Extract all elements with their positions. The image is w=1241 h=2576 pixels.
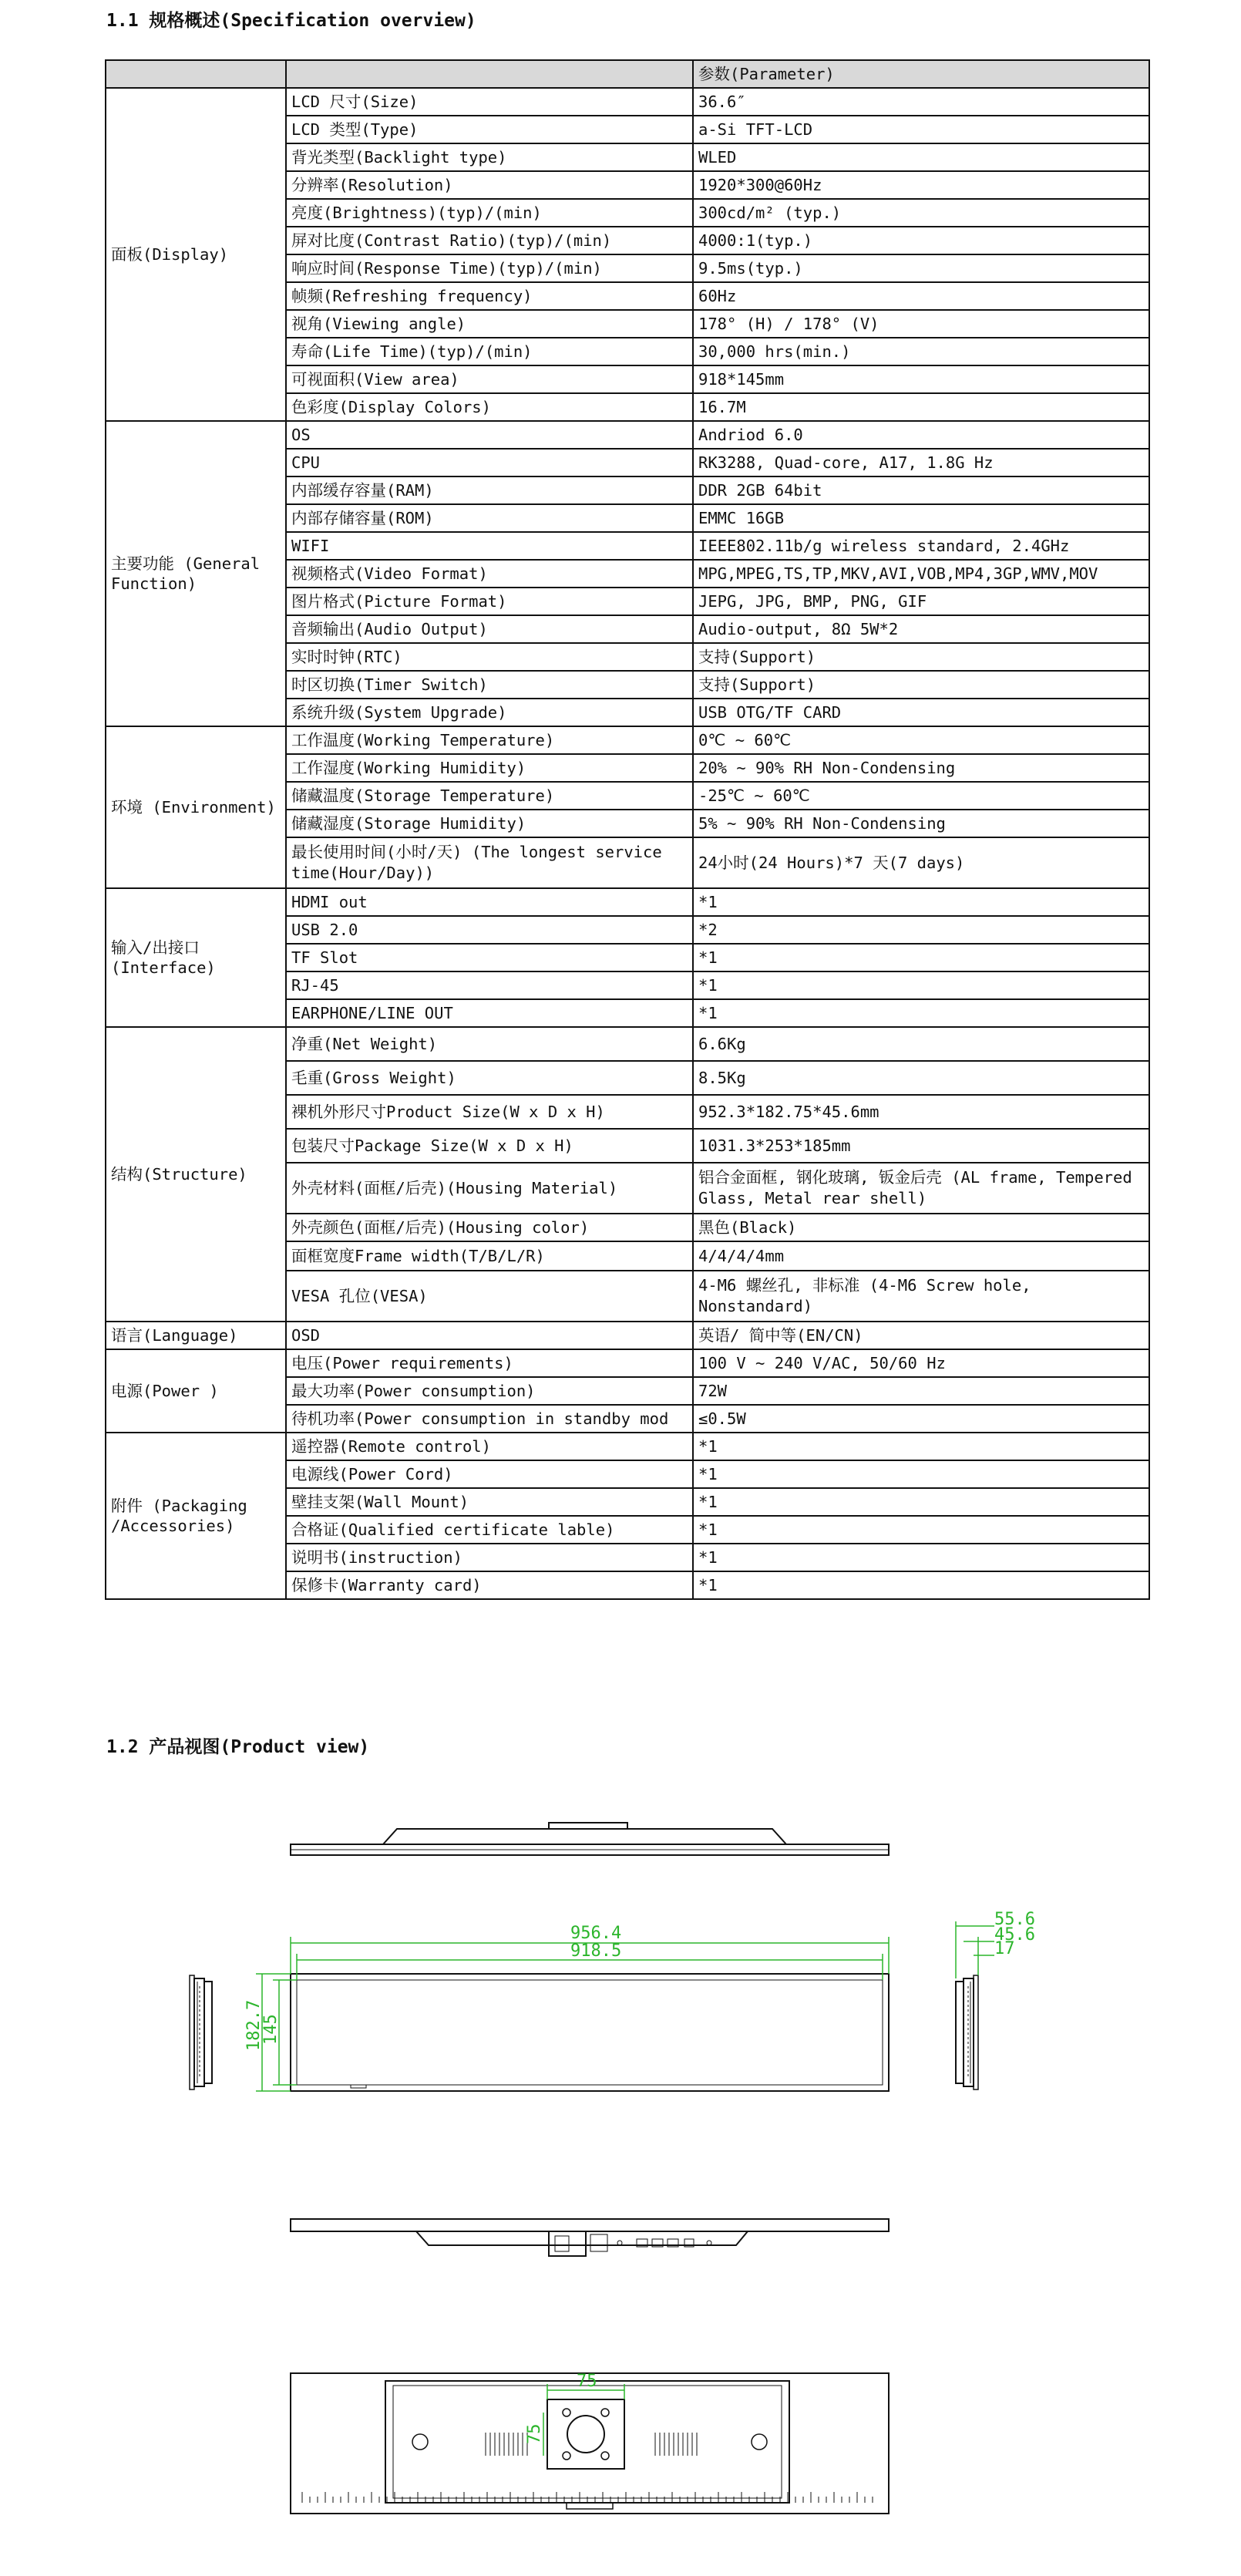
item-cell: WIFI	[286, 532, 693, 560]
item-cell: 壁挂支架(Wall Mount)	[286, 1488, 693, 1516]
item-cell: 可视面积(View area)	[286, 365, 693, 393]
value-cell: 4/4/4/4mm	[693, 1241, 1149, 1271]
item-cell: 最长使用时间(小时/天) (The longest service time(Hour/Day))	[286, 837, 693, 888]
value-cell: *1	[693, 1488, 1149, 1516]
item-cell: 背光类型(Backlight type)	[286, 143, 693, 171]
value-cell: 72W	[693, 1377, 1149, 1405]
table-row	[106, 1027, 1149, 1061]
item-cell: 最大功率(Power consumption)	[286, 1377, 693, 1405]
value-cell: 4000:1(typ.)	[693, 227, 1149, 254]
header-empty-cell	[106, 60, 286, 88]
dim-depth-total-label: 55.6	[994, 1910, 1035, 1929]
specification-table	[105, 59, 1150, 1600]
item-cell: 毛重(Gross Weight)	[286, 1061, 693, 1095]
category-cell: 主要功能 (General Function)	[106, 421, 286, 726]
category-cell: 面板(Display)	[106, 88, 286, 421]
value-cell: 300cd/m² (typ.)	[693, 199, 1149, 227]
dim-depth-body-label: 45.6	[994, 1925, 1035, 1945]
value-cell: 30,000 hrs(min.)	[693, 338, 1149, 365]
item-cell: LCD 类型(Type)	[286, 116, 693, 143]
value-cell: 5% ~ 90% RH Non-Condensing	[693, 810, 1149, 837]
value-cell: DDR 2GB 64bit	[693, 476, 1149, 504]
item-cell: CPU	[286, 449, 693, 476]
value-cell: Audio-output, 8Ω 5W*2	[693, 615, 1149, 643]
value-cell: 英语/ 简中等(EN/CN)	[693, 1322, 1149, 1349]
item-cell: 实时时钟(RTC)	[286, 643, 693, 671]
value-cell: *1	[693, 1571, 1149, 1599]
value-cell: 1920*300@60Hz	[693, 171, 1149, 199]
item-cell: VESA 孔位(VESA)	[286, 1271, 693, 1322]
item-cell: 寿命(Life Time)(typ)/(min)	[286, 338, 693, 365]
item-cell: RJ-45	[286, 971, 693, 999]
item-cell: 保修卡(Warranty card)	[286, 1571, 693, 1599]
item-cell: 图片格式(Picture Format)	[286, 588, 693, 615]
item-cell: HDMI out	[286, 888, 693, 916]
value-cell: EMMC 16GB	[693, 504, 1149, 532]
item-cell: 视频格式(Video Format)	[286, 560, 693, 588]
category-cell: 输入/出接口 (Interface)	[106, 888, 286, 1027]
left-side-view-drawing	[190, 1975, 212, 2089]
item-cell: 视角(Viewing angle)	[286, 310, 693, 338]
value-cell: 0℃ ~ 60℃	[693, 726, 1149, 754]
value-cell: IEEE802.11b/g wireless standard, 2.4GHz	[693, 532, 1149, 560]
table-row	[106, 1322, 1149, 1349]
item-cell: 说明书(instruction)	[286, 1544, 693, 1571]
value-cell: 支持(Support)	[693, 671, 1149, 699]
item-cell: 内部缓存容量(RAM)	[286, 476, 693, 504]
top-view-drawing	[291, 1823, 889, 1855]
item-cell: 响应时间(Response Time)(typ)/(min)	[286, 254, 693, 282]
product-view-drawings	[0, 1758, 1241, 2529]
value-cell: *1	[693, 944, 1149, 971]
item-cell: 电压(Power requirements)	[286, 1349, 693, 1377]
item-cell: 合格证(Qualified certificate lable)	[286, 1516, 693, 1544]
item-cell: 工作湿度(Working Humidity)	[286, 754, 693, 782]
value-cell: MPG,MPEG,TS,TP,MKV,AVI,VOB,MP4,3GP,WMV,MOV	[693, 560, 1149, 588]
item-cell: LCD 尺寸(Size)	[286, 88, 693, 116]
item-cell: OSD	[286, 1322, 693, 1349]
value-cell: ≤0.5W	[693, 1405, 1149, 1433]
item-cell: 净重(Net Weight)	[286, 1027, 693, 1061]
value-cell: 1031.3*253*185mm	[693, 1129, 1149, 1163]
value-cell: 16.7M	[693, 393, 1149, 421]
item-cell: 储藏湿度(Storage Humidity)	[286, 810, 693, 837]
value-cell: 100 V ~ 240 V/AC, 50/60 Hz	[693, 1349, 1149, 1377]
value-cell: 952.3*182.75*45.6mm	[693, 1095, 1149, 1129]
value-cell: 20% ~ 90% RH Non-Condensing	[693, 754, 1149, 782]
item-cell: 屏对比度(Contrast Ratio)(typ)/(min)	[286, 227, 693, 254]
value-cell: *1	[693, 1433, 1149, 1460]
item-cell: 帧频(Refreshing frequency)	[286, 282, 693, 310]
value-cell: 4-M6 螺丝孔, 非标准 (4-M6 Screw hole, Nonstandard)	[693, 1271, 1149, 1322]
dim-total-width-label: 956.4	[570, 1924, 622, 1943]
section-title-specification: 1.1 规格概述(Specification overview)	[106, 11, 476, 31]
value-cell: a-Si TFT-LCD	[693, 116, 1149, 143]
rear-view-drawing	[291, 2373, 889, 2514]
category-cell: 附件 (Packaging /Accessories)	[106, 1433, 286, 1599]
item-cell: 亮度(Brightness)(typ)/(min)	[286, 199, 693, 227]
category-cell: 语言(Language)	[106, 1322, 286, 1349]
item-cell: 内部存储容量(ROM)	[286, 504, 693, 532]
value-cell: 9.5ms(typ.)	[693, 254, 1149, 282]
table-row	[106, 888, 1149, 916]
table-row	[106, 1349, 1149, 1377]
value-cell: *2	[693, 916, 1149, 944]
category-cell: 电源(Power )	[106, 1349, 286, 1433]
item-cell: 音频输出(Audio Output)	[286, 615, 693, 643]
item-cell: 外壳颜色(面框/后壳)(Housing color)	[286, 1214, 693, 1241]
value-cell: 支持(Support)	[693, 643, 1149, 671]
value-cell: -25℃ ~ 60℃	[693, 782, 1149, 810]
dim-vesa-label: 75	[577, 2372, 597, 2391]
bottom-view-drawing	[291, 2219, 889, 2256]
value-cell: 8.5Kg	[693, 1061, 1149, 1095]
item-cell: 工作温度(Working Temperature)	[286, 726, 693, 754]
dim-view-height-label: 145	[261, 2014, 281, 2045]
dim-view-width-label: 918.5	[570, 1941, 622, 1961]
value-cell: RK3288, Quad-core, A17, 1.8G Hz	[693, 449, 1149, 476]
table-header-row	[106, 60, 1149, 88]
value-cell: JEPG, JPG, BMP, PNG, GIF	[693, 588, 1149, 615]
item-cell: 待机功率(Power consumption in standby mod	[286, 1405, 693, 1433]
item-cell: 面框宽度Frame width(T/B/L/R)	[286, 1241, 693, 1271]
table-row	[106, 88, 1149, 116]
item-cell: 裸机外形尺寸Product Size(W x D x H)	[286, 1095, 693, 1129]
value-cell: 铝合金面框, 钢化玻璃, 钣金后壳 (AL frame, Tempered Glass, Metal rear shell)	[693, 1163, 1149, 1214]
table-row	[106, 1433, 1149, 1460]
dim-vesa-vertical-label: 75	[525, 2423, 544, 2444]
item-cell: 分辨率(Resolution)	[286, 171, 693, 199]
table-row	[106, 726, 1149, 754]
value-cell: *1	[693, 999, 1149, 1027]
table-row	[106, 421, 1149, 449]
category-cell: 环境 (Environment)	[106, 726, 286, 888]
dim-total-height-label: 182.7	[244, 1999, 264, 2051]
item-cell: OS	[286, 421, 693, 449]
value-cell: WLED	[693, 143, 1149, 171]
item-cell: TF Slot	[286, 944, 693, 971]
value-cell: *1	[693, 888, 1149, 916]
dim-depth-small-label: 17	[994, 1939, 1015, 1958]
header-empty-cell	[286, 60, 693, 88]
value-cell: 24小时(24 Hours)*7 天(7 days)	[693, 837, 1149, 888]
right-side-view-drawing	[956, 1975, 978, 2089]
value-cell: 918*145mm	[693, 365, 1149, 393]
item-cell: 时区切换(Timer Switch)	[286, 671, 693, 699]
item-cell: USB 2.0	[286, 916, 693, 944]
value-cell: 黑色(Black)	[693, 1214, 1149, 1241]
section-title-product-view: 1.2 产品视图(Product view)	[106, 1737, 370, 1757]
item-cell: 包装尺寸Package Size(W x D x H)	[286, 1129, 693, 1163]
front-view-drawing	[291, 1974, 889, 2091]
header-parameter: 参数(Parameter)	[693, 60, 1149, 88]
item-cell: 系统升级(System Upgrade)	[286, 699, 693, 726]
item-cell: EARPHONE/LINE OUT	[286, 999, 693, 1027]
category-cell: 结构(Structure)	[106, 1027, 286, 1322]
item-cell: 储藏温度(Storage Temperature)	[286, 782, 693, 810]
value-cell: *1	[693, 1460, 1149, 1488]
item-cell: 色彩度(Display Colors)	[286, 393, 693, 421]
value-cell: USB OTG/TF CARD	[693, 699, 1149, 726]
value-cell: 60Hz	[693, 282, 1149, 310]
value-cell: *1	[693, 1516, 1149, 1544]
value-cell: *1	[693, 971, 1149, 999]
value-cell: *1	[693, 1544, 1149, 1571]
value-cell: Andriod 6.0	[693, 421, 1149, 449]
value-cell: 36.6″	[693, 88, 1149, 116]
item-cell: 电源线(Power Cord)	[286, 1460, 693, 1488]
value-cell: 178° (H) / 178° (V)	[693, 310, 1149, 338]
item-cell: 外壳材料(面框/后壳)(Housing Material)	[286, 1163, 693, 1214]
value-cell: 6.6Kg	[693, 1027, 1149, 1061]
item-cell: 遥控器(Remote control)	[286, 1433, 693, 1460]
